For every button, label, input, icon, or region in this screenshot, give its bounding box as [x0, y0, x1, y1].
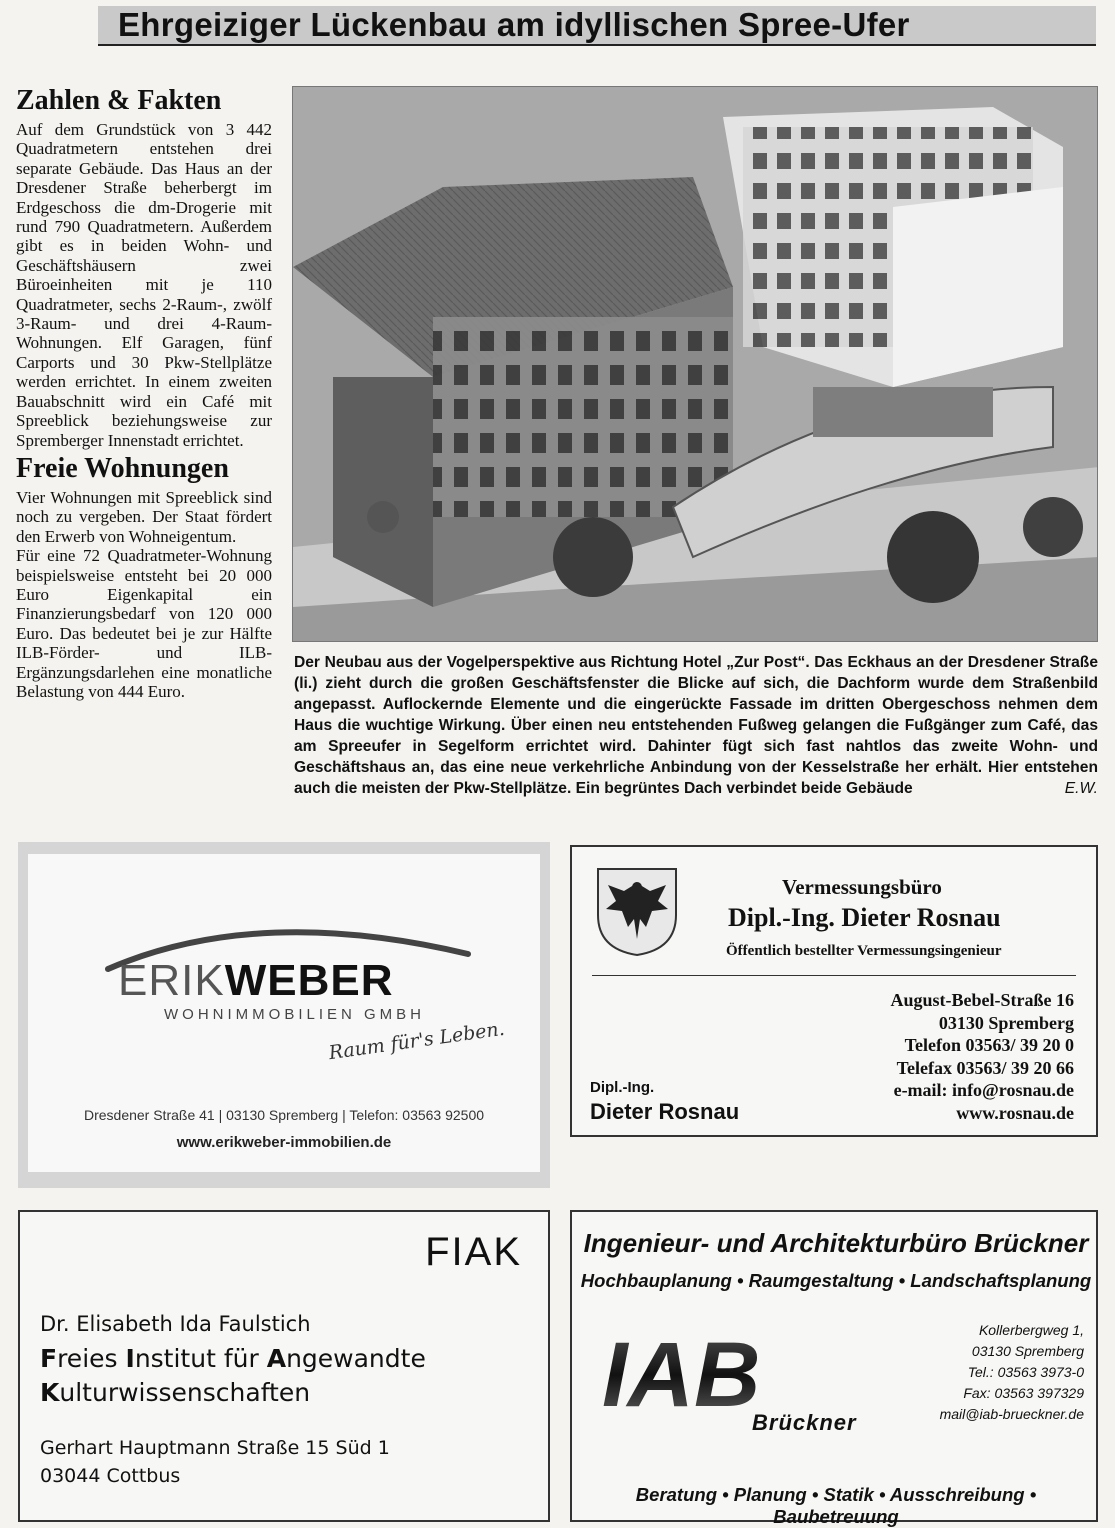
fiak-address	[40, 1434, 390, 1490]
ad-iab	[570, 1210, 1098, 1527]
ad-erik-weber-panel	[28, 854, 540, 1172]
rosnau-name-title: Dipl.-Ing. Dieter Rosnau	[728, 903, 1001, 932]
word-rest: ulturwissenschaften	[59, 1378, 311, 1407]
caption-author: E.W.	[1064, 780, 1098, 797]
iab-logo-text: IAB	[602, 1324, 761, 1426]
initial-letter: A	[266, 1344, 287, 1373]
fiak-city: 03044 Cottbus	[40, 1465, 181, 1487]
iab-brand: Brückner	[752, 1410, 857, 1435]
rosnau-subtitle: Öffentlich bestellter Vermessungsingenieur	[726, 943, 1002, 959]
rosnau-city: 03130 Spremberg	[938, 1012, 1074, 1033]
rosnau-contact	[891, 989, 1075, 1124]
ad-erik-weber	[18, 842, 550, 1188]
erik-weber-address: Dresdener Straße 41 | 03130 Spremberg | Telefon: 03563 92500	[83, 1107, 485, 1123]
apartments-text-2: Für eine 72 Quadratmeter-Wohnung beispielsweise entsteht bei 20 000 Euro Eigenkapital ein Finanzierungsbedarf von 120 000 Euro. Das bedeutet bei je zur Hälfte ILB-Förder- und ILB-Ergänzungsdarlehen eine monatliche Belastung von 444 Euro.	[16, 546, 272, 701]
ad-fiak	[18, 1210, 550, 1522]
apartments-text-1: Vier Wohnungen mit Spreeblick sind noch zu vergeben. Der Staat fördert den Erwerb von Wohneigentum.	[16, 487, 272, 546]
divider	[592, 975, 1076, 976]
rosnau-phone: Telefon 03563/ 39 20 0	[904, 1035, 1074, 1055]
ad-rosnau	[570, 845, 1098, 1137]
iab-phone: Tel.: 03563 3973-0	[967, 1364, 1084, 1380]
facts-heading: Zahlen & Fakten	[16, 85, 222, 116]
iab-contact	[940, 1320, 1084, 1425]
logo-light-part: ERIK	[118, 956, 225, 1005]
erik-weber-url[interactable]: www.erikweber-immobilien.de	[176, 1134, 392, 1151]
word-rest: reies	[57, 1344, 126, 1373]
rosnau-title: Vermessungsbüro	[782, 875, 942, 899]
rosnau-web[interactable]: www.rosnau.de	[956, 1102, 1074, 1123]
iab-title: Ingenieur- und Architekturbüro Brückner	[583, 1228, 1089, 1258]
iab-street: Kollerbergweg 1,	[978, 1322, 1084, 1338]
rosnau-email[interactable]: e-mail: info@rosnau.de	[893, 1080, 1074, 1100]
rosnau-degree: Dipl.-Ing.	[590, 1079, 655, 1096]
eagle-crest-icon	[594, 865, 680, 957]
image-caption	[294, 652, 1098, 799]
iab-city: 03130 Spremberg	[971, 1343, 1084, 1359]
rosnau-fax: Telefax 03563/ 39 20 66	[896, 1057, 1074, 1078]
erik-weber-slogan: Raum für's Leben.	[327, 1017, 506, 1065]
initial-letter: F	[40, 1344, 58, 1373]
iab-fax: Fax: 03563 397329	[963, 1385, 1084, 1401]
initial-letter: K	[40, 1378, 60, 1407]
fiak-institute-line-2	[40, 1376, 426, 1410]
sidebar-column	[16, 86, 272, 701]
apartments-heading: Freie Wohnungen	[16, 452, 229, 484]
word-rest: nstitut für	[134, 1344, 267, 1373]
fiak-street: Gerhart Hauptmann Straße 15 Süd 1	[40, 1437, 390, 1459]
iab-services: Hochbauplanung • Raumgestaltung • Landschaftsplanung	[580, 1270, 1092, 1291]
building-rendering-image	[292, 86, 1098, 642]
fiak-person: Dr. Elisabeth Ida Faulstich	[40, 1312, 311, 1336]
logo-bold-part: WEBER	[224, 956, 394, 1005]
rosnau-person-name: Dieter Rosnau	[590, 1099, 740, 1124]
initial-letter: I	[125, 1344, 135, 1373]
caption-text: Der Neubau aus der Vogelperspektive aus Richtung Hotel „Zur Post“. Das Eckhaus an der Dresdener Straße (li.) zieht durch die großen Geschäftsfenster die Blicke auf sich, die Dachform wurde dem Straßenbild angepasst. Auflockernde Elemente und die eingerückte Fassade im dritten Obergeschoss nehmen dem Haus die wuchtige Wirkung. Über einen neu entstehenden Fußweg gelangen die Fußgänger zum Café, das am Spreeufer in Segelform errichtet wird. Dahinter fügt sich fast nahtlos das zweite Wohn- und Geschäftshaus an, das eine neue verkehrliche Anbindung von der Kesselstraße her erhält. Hier entstehen auch die meisten der Pkw-Stellplätze. Ein begrüntes Dach verbindet beide Gebäude	[294, 654, 1098, 797]
fiak-logo: FIAK	[425, 1230, 522, 1274]
erik-weber-subtitle: WOHNIMMOBILIEN GMBH	[164, 1006, 426, 1023]
fiak-institute	[40, 1342, 426, 1410]
facts-text: Auf dem Grundstück von 3 442 Quadratmetern entstehen drei separate Gebäude. Das Haus an der Dresdener Straße beherbergt im Erdgeschoss die dm-Drogerie mit rund 790 Quadratmetern. Außerdem gibt es in beiden Wohn- und Geschäftshäusern zwei Büroeinheiten mit je 110 Quadratmeter, sechs 2-Raum-, zwölf 3-Raum- und drei 4-Raum-Wohnungen. Elf Garagen, fünf Carports und 30 Pkw-Stellplätze werden errichtet. In einem zweiten Bauabschnitt wird ein Café mit Spreeblick beziehungsweise zur Spremberger Innenstadt errichtet.	[16, 120, 272, 450]
iab-footer: Beratung • Planung • Statik • Ausschreibung • Baubetreuung	[635, 1484, 1037, 1527]
iab-email[interactable]: mail@iab-brueckner.de	[939, 1406, 1084, 1422]
rosnau-street: August-Bebel-Straße 16	[890, 990, 1074, 1010]
article-headline: Ehrgeiziger Lückenbau am idyllischen Spree-Ufer	[118, 6, 910, 43]
fiak-institute-line-1	[40, 1342, 426, 1376]
word-rest: ngewandte	[286, 1344, 426, 1373]
erik-weber-logo	[118, 956, 393, 1006]
